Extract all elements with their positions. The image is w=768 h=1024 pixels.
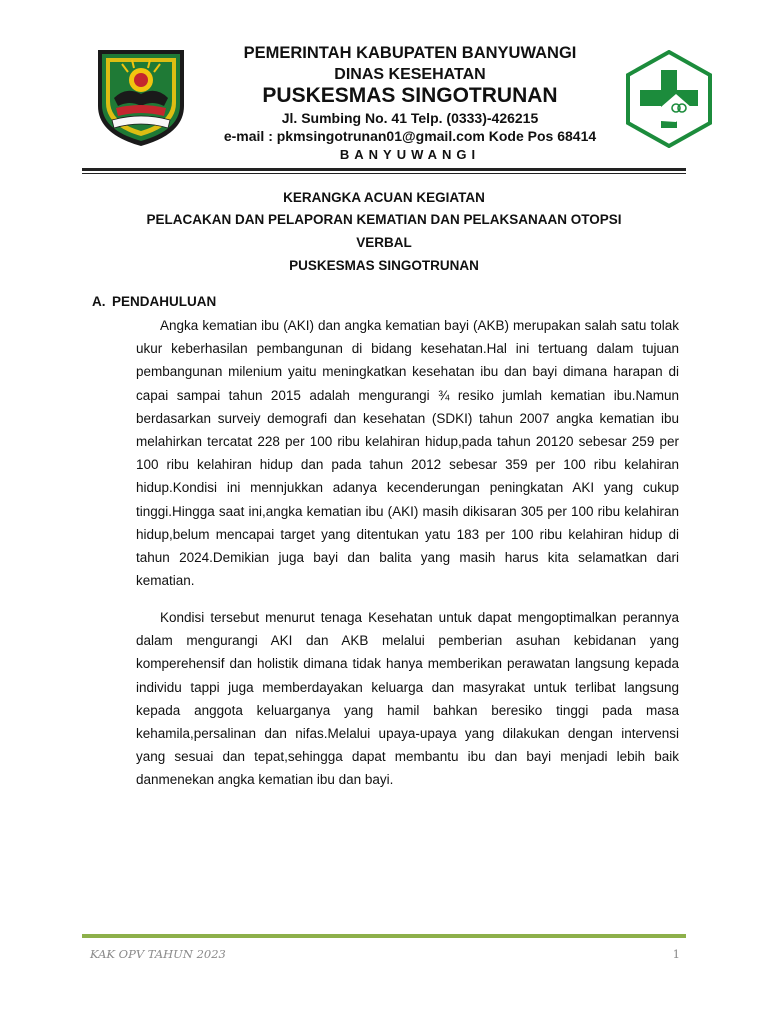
document-title-3: VERBAL [356, 235, 412, 250]
puskesmas-logo-icon [626, 50, 712, 148]
banyuwangi-emblem-icon [92, 46, 190, 148]
letterhead-rule-thick [82, 168, 686, 171]
letterhead-government: PEMERINTAH KABUPATEN BANYUWANGI [243, 44, 577, 62]
letterhead-institution: PUSKESMAS SINGOTRUNAN [262, 84, 558, 107]
document-title-4: PUSKESMAS SINGOTRUNAN [289, 258, 479, 273]
letterhead-email: e-mail : pkmsingotrunan01@gmail.com Kode Pos 68414 [223, 128, 597, 144]
section-heading [92, 294, 216, 309]
letterhead-rule-thin [82, 173, 686, 174]
section-title: PENDAHULUAN [112, 294, 217, 309]
footer-document-code: KAK OPV TAHUN 2023 [90, 947, 226, 961]
footer-divider [82, 934, 686, 938]
paragraph-1: Angka kematian ibu (AKI) dan angka kematian bayi (AKB) merupakan salah satu tolak ukur keberhasilan pembangunan di bidang kesehatan.Hal ini tertuang dalam tujuan pembangunan milenium yaitu meningkatkan kesehatan ibu dan bayi dimana harapan di capai sampai tahun 2015 adalah mengurangi ¾ resiko jumlah kematian ibu.Namun berdasarkan surveiy demografi dan kesehatan (SDKI) tahun 2007 angka kematian ibu melahirkan tercatat 228 per 100 ribu kelahiran hidup,pada tahun 20120 sebesar 259 per 100 ribu kelahiran hidup dan pada tahun 2012 sebesar 359 per 100 ribu kelahiran hidup.Kondisi ini mennjukkan adanya kecenderungan peningkatan AKI yang cukup tinggi.Hingga saat ini,angka kematian ibu (AKI) masih dikisaran 305 per 100 ribu kelahiran hidup,belum mencapai target yang ditentukan yatu 183 per 100 ribu kelahiran hidup di tahun 2024.Demikian juga bayi dan balita yang masih harus kita selamatkan dari kematian. [136, 318, 679, 589]
letterhead-city: BANYUWANGI [339, 147, 481, 162]
page-number: 1 [672, 947, 680, 961]
document-title-1: KERANGKA ACUAN KEGIATAN [283, 190, 485, 205]
letterhead-department: DINAS KESEHATAN [334, 66, 486, 83]
section-number: A. [92, 294, 106, 309]
document-title-2: PELACAKAN DAN PELAPORAN KEMATIAN DAN PELAKSANAAN OTOPSI [146, 212, 622, 227]
letterhead-address: Jl. Sumbing No. 41 Telp. (0333)-426215 [281, 110, 539, 126]
paragraph-2: Kondisi tersebut menurut tenaga Kesehatan untuk dapat mengoptimalkan perannya dalam mengurangi AKI dan AKB melalui pemberian asuhan kebidanan yang komperehensif dan holistik dimana tidak hanya memberikan perawatan langsung kepada individu tappi juga memberdayakan keluarga dan masyrakat untuk terlibat langsung kepada anggota keluarganya yang hamil bahkan beresiko tinggi pada masa kehamila,persalinan dan nifas.Melalui upaya-upaya yang dilakukan dengan intervensi yang sesuai dan tepat,sehingga dapat membantu ibu dan bayi menjadi lebih baik danmenekan angka kematian ibu dan bayi. [136, 610, 679, 788]
letterhead [0, 0, 768, 180]
